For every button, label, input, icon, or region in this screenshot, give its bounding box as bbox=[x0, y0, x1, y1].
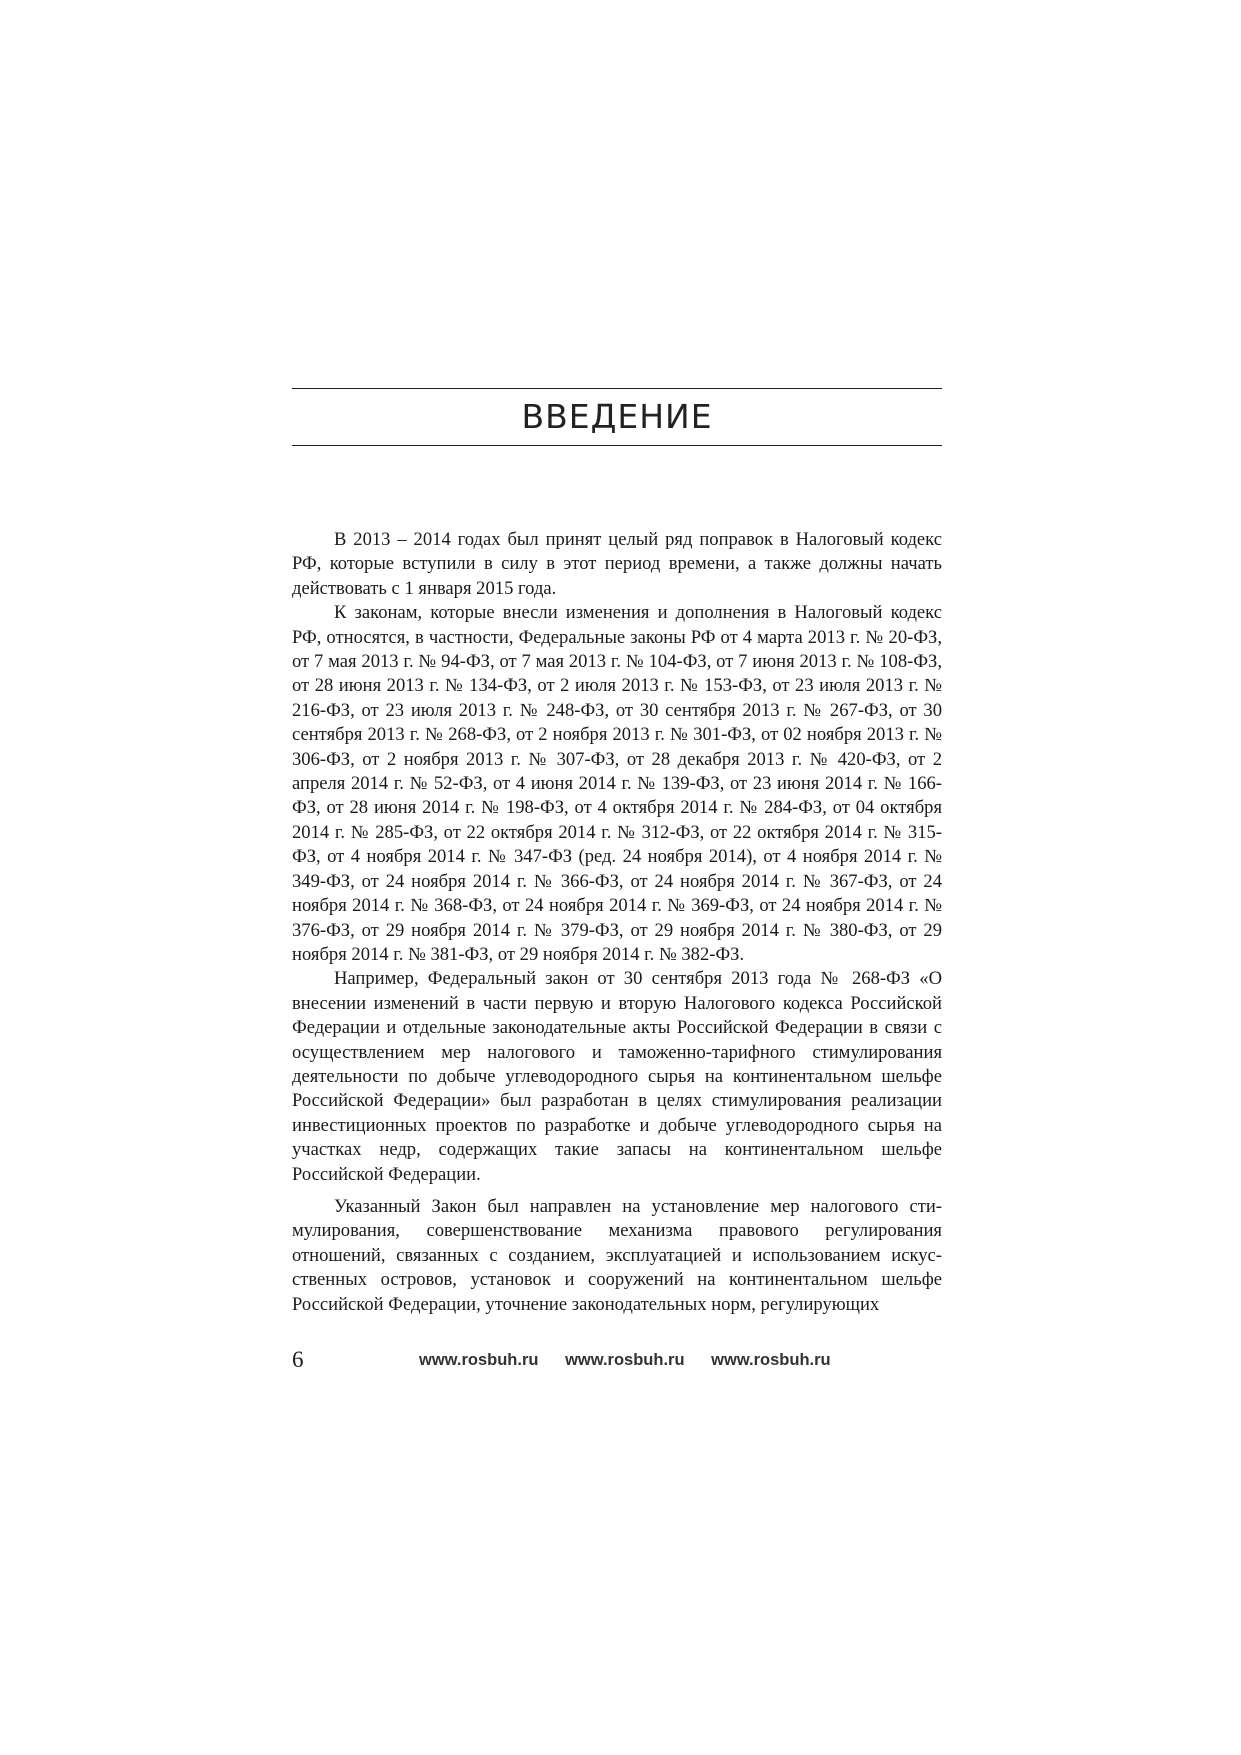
footer-link[interactable]: www.rosbuh.ru bbox=[419, 1351, 539, 1369]
page-footer bbox=[292, 1346, 942, 1374]
chapter-heading-block bbox=[292, 388, 942, 446]
paragraph-2: К законам, которые внесли изменения и дополнения в Налоговый кодекс РФ, относятся, в частности, Федеральные законы РФ от 4 марта 2013 г. № 20-ФЗ, от 7 мая 2013 г. № 94-ФЗ, от 7 мая 2013 г. № 104-ФЗ, от 7 июня 2013 г. № 108-ФЗ, от 28 июня 2013 г. № 134-ФЗ, от 2 июля 2013 г. № 153-ФЗ, от 23 июля 2013 г. № 216-ФЗ, от 23 июля 2013 г. № 248-ФЗ, от 30 сентября 2013 г. № 267-ФЗ, от 30 сентября 2013 г. № 268-ФЗ, от 2 ноября 2013 г. № 301-ФЗ, от 02 ноября 2013 г. № 306-ФЗ, от 2 ноября 2013 г. № 307-ФЗ, от 28 декабря 2013 г. № 420-ФЗ, от 2 апреля 2014 г. № 52-ФЗ, от 4 июня 2014 г. № 139-ФЗ, от 23 июня 2014 г. № 166-ФЗ, от 28 июня 2014 г. № 198-ФЗ, от 4 октября 2014 г. № 284-ФЗ, от 04 октября 2014 г. № 285-ФЗ, от 22 октября 2014 г. № 312-ФЗ, от 22 октября 2014 г. № 315-ФЗ, от 4 ноября 2014 г. № 347-ФЗ (ред. 24 ноября 2014), от 4 ноября 2014 г. № 349-ФЗ, от 24 ноября 2014 г. № 366-ФЗ, от 24 ноября 2014 г. № 367-ФЗ, от 24 ноября 2014 г. № 368-ФЗ, от 24 ноября 2014 г. № 369-ФЗ, от 24 ноября 2014 г. № 376-ФЗ, от 29 ноября 2014 г. № 379-ФЗ, от 29 ноября 2014 г. № 380-ФЗ, от 29 ноября 2014 г. № 381-ФЗ, от 29 ноября 2014 г. № 382-ФЗ. bbox=[292, 602, 942, 965]
chapter-title: ВВЕДЕНИЕ bbox=[521, 397, 713, 436]
footer-links bbox=[419, 1349, 831, 1371]
paragraph-3: Например, Федеральный закон от 30 сентября 2013 года № 268-ФЗ «О внесении изменений в части первую и вторую Налогового кодекса Российской Федерации и отдельные законодательные акты Российской Федерации в связи с осуществлением мер налогового и таможенно-тарифного стимулирования деятельности по добыче углеводородного сырья на континентальном шельфе Российской Федерации» был разработан в целях стимулирования реализации инвестиционных проектов по разработке и добыче углеводородного сырья на участках недр, содержащих такие запасы на континентальном шельфе Российской Федерации. bbox=[292, 968, 942, 1185]
paragraph-1: В 2013 – 2014 годах был принят целый ряд поправок в Налоговый кодекс РФ, которые вступили в силу в этот период времени, а также должны начать действовать с 1 января 2015 года. bbox=[292, 529, 942, 599]
paragraph-4: Указанный Закон был направлен на установление мер налогового стимулирования, совершенствование механизма правового регулирования отношений, связанных с созданием, эксплуатацией и использованием искусственных островов, установок и сооружений на континентальном шельфе Российской Федерации, уточнение законодательных норм, регулирующих bbox=[292, 1195, 942, 1315]
page-number: 6 bbox=[292, 1347, 304, 1372]
footer-link[interactable]: www.rosbuh.ru bbox=[565, 1351, 685, 1369]
footer-link[interactable]: www.rosbuh.ru bbox=[711, 1351, 831, 1369]
body-text bbox=[292, 528, 942, 1317]
